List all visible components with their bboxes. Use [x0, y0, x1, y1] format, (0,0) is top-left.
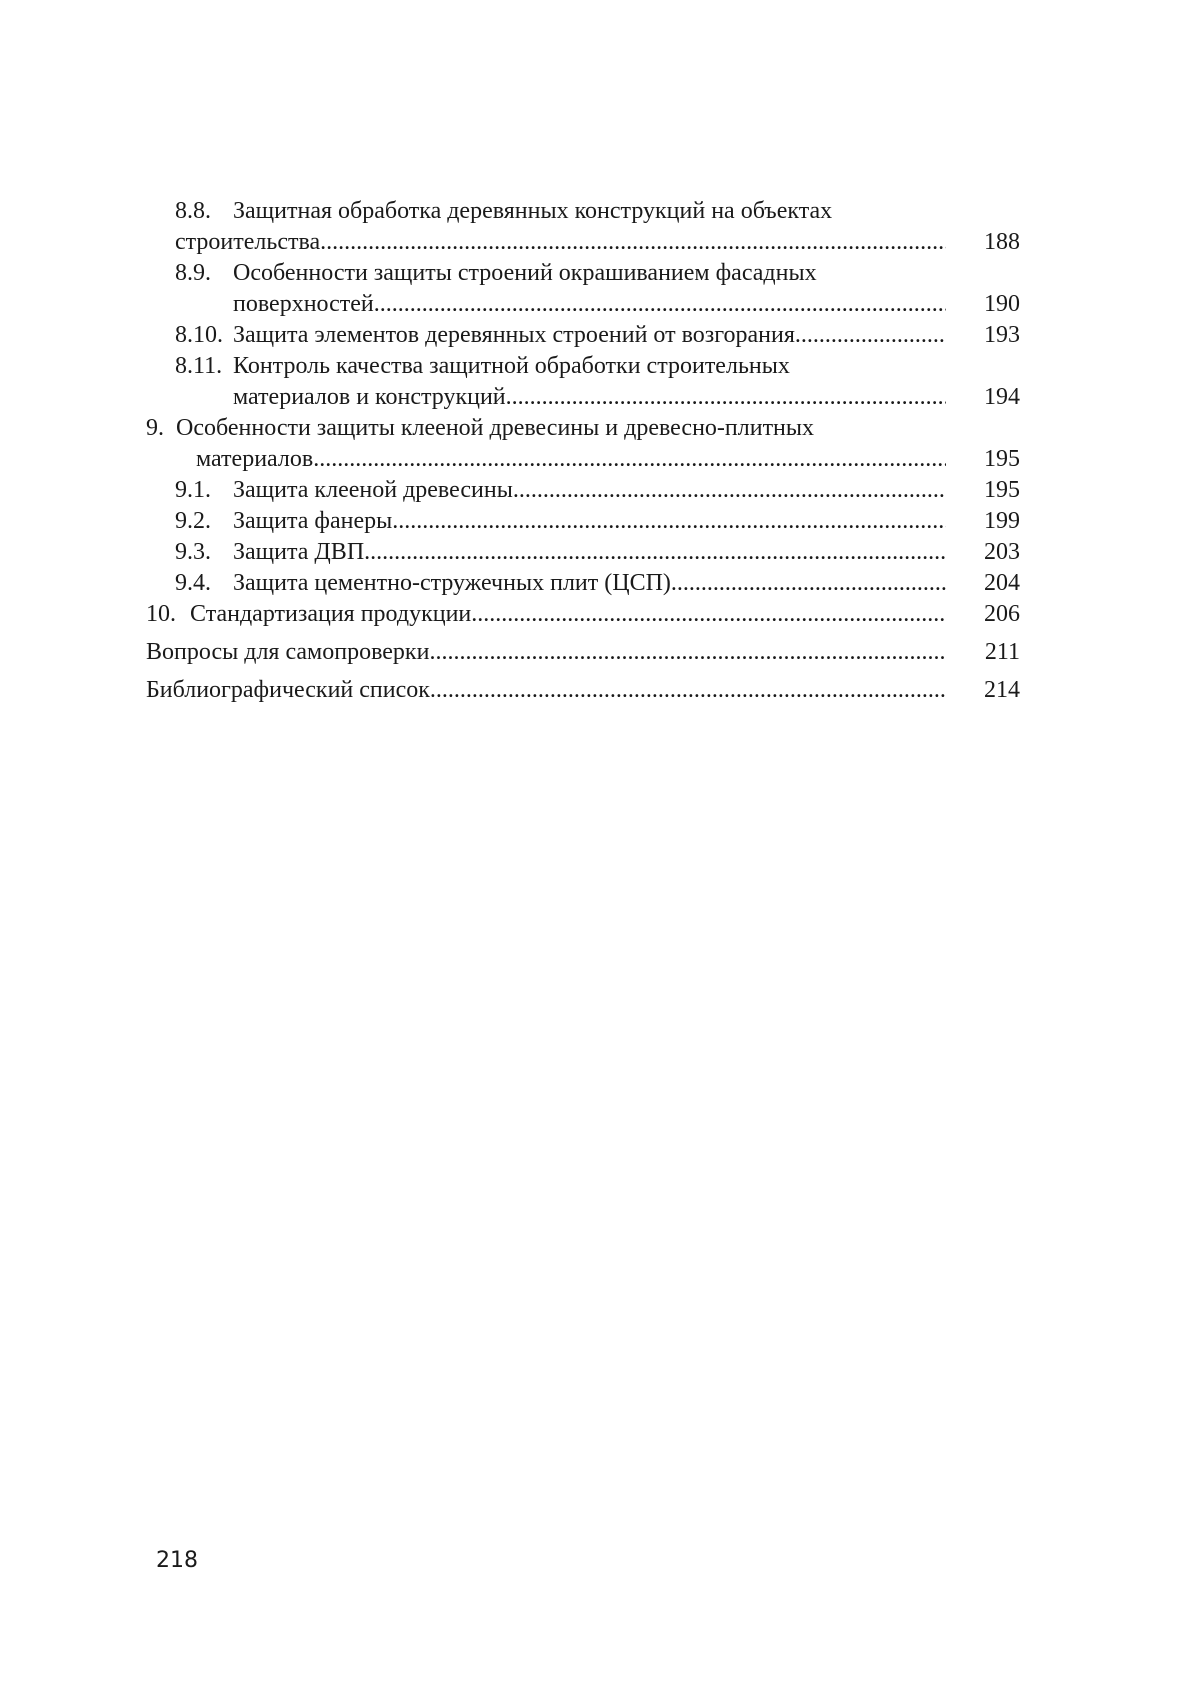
toc-page-number: 211: [984, 639, 1020, 665]
table-of-contents: [146, 196, 1020, 706]
toc-number: 9.4.: [175, 570, 211, 596]
toc-page-number: 214: [984, 677, 1020, 703]
toc-title-continued: поверхностей: [233, 291, 374, 317]
dot-leader: [430, 675, 946, 706]
toc-number: 10.: [146, 601, 176, 627]
toc-title-continued: материалов: [196, 446, 314, 472]
toc-entry-9-1: [156, 475, 1020, 506]
toc-entry-9-2: [156, 506, 1020, 537]
toc-number: 9.3.: [175, 539, 211, 565]
toc-title: Вопросы для самопроверки: [146, 639, 430, 665]
toc-entry-10: [146, 599, 1020, 630]
toc-title: Защита элементов деревянных строений от возгорания: [233, 322, 795, 348]
toc-entry-9-line1: [146, 413, 1020, 444]
toc-page-number: 195: [984, 477, 1020, 503]
dot-leader: [671, 568, 946, 599]
toc-entry-8-9-line2: [156, 289, 1020, 320]
toc-title: Защита фанеры: [233, 508, 393, 534]
toc-number: 9.2.: [175, 508, 211, 534]
toc-title: Защита ДВП: [233, 539, 365, 565]
toc-title: Библиографический список: [146, 677, 430, 703]
dot-leader: [320, 227, 946, 258]
toc-number: 8.9.: [175, 260, 211, 286]
dot-leader: [795, 320, 946, 351]
dot-leader: [364, 537, 946, 568]
toc-title: Защитная обработка деревянных конструкций на объектах: [233, 198, 833, 224]
toc-title: Защита цементно-стружечных плит (ЦСП): [233, 570, 671, 596]
toc-entry-8-10: [156, 320, 1020, 351]
toc-page-number: 195: [984, 446, 1020, 472]
toc-number: 9.: [146, 415, 164, 441]
toc-number: 9.1.: [175, 477, 211, 503]
toc-page-number: 199: [984, 508, 1020, 534]
dot-leader: [392, 506, 946, 537]
toc-entry-9-3: [156, 537, 1020, 568]
toc-title: Стандартизация продукции: [190, 601, 472, 627]
dot-leader: [471, 599, 946, 630]
toc-entry-9-line2: [156, 444, 1020, 475]
toc-title: Защита клееной древесины: [233, 477, 513, 503]
toc-entry-8-9-line1: [156, 258, 1020, 289]
toc-entry-8-11-line1: [156, 351, 1020, 382]
toc-number: 8.8.: [175, 198, 211, 224]
toc-title-continued: материалов и конструкций: [233, 384, 506, 410]
toc-page-number: 206: [984, 601, 1020, 627]
dot-leader: [313, 444, 946, 475]
dot-leader: [513, 475, 946, 506]
toc-page-number: 194: [984, 384, 1020, 410]
page-number: 218: [156, 1548, 198, 1573]
dot-leader: [506, 382, 946, 413]
dot-leader: [374, 289, 946, 320]
toc-page-number: 188: [984, 229, 1020, 255]
toc-entry-8-8-line2: [156, 227, 1020, 258]
toc-page-number: 193: [984, 322, 1020, 348]
toc-entry-bibliography: [146, 675, 1020, 706]
toc-entry-8-8-line1: [156, 196, 1020, 227]
toc-title: Контроль качества защитной обработки строительных: [233, 353, 790, 379]
toc-title: Особенности защиты строений окрашиванием фасадных: [233, 260, 817, 286]
toc-page-number: 204: [984, 570, 1020, 596]
toc-entry-questions: [146, 637, 1020, 668]
toc-title-continued: строительства: [175, 229, 321, 255]
toc-entry-8-11-line2: [156, 382, 1020, 413]
dot-leader: [429, 637, 946, 668]
toc-number: 8.10.: [175, 322, 223, 348]
toc-entry-9-4: [156, 568, 1020, 599]
toc-title: Особенности защиты клееной древесины и древесно-плитных: [176, 415, 815, 441]
toc-page-number: 190: [984, 291, 1020, 317]
toc-number: 8.11.: [175, 353, 223, 379]
toc-page-number: 203: [984, 539, 1020, 565]
